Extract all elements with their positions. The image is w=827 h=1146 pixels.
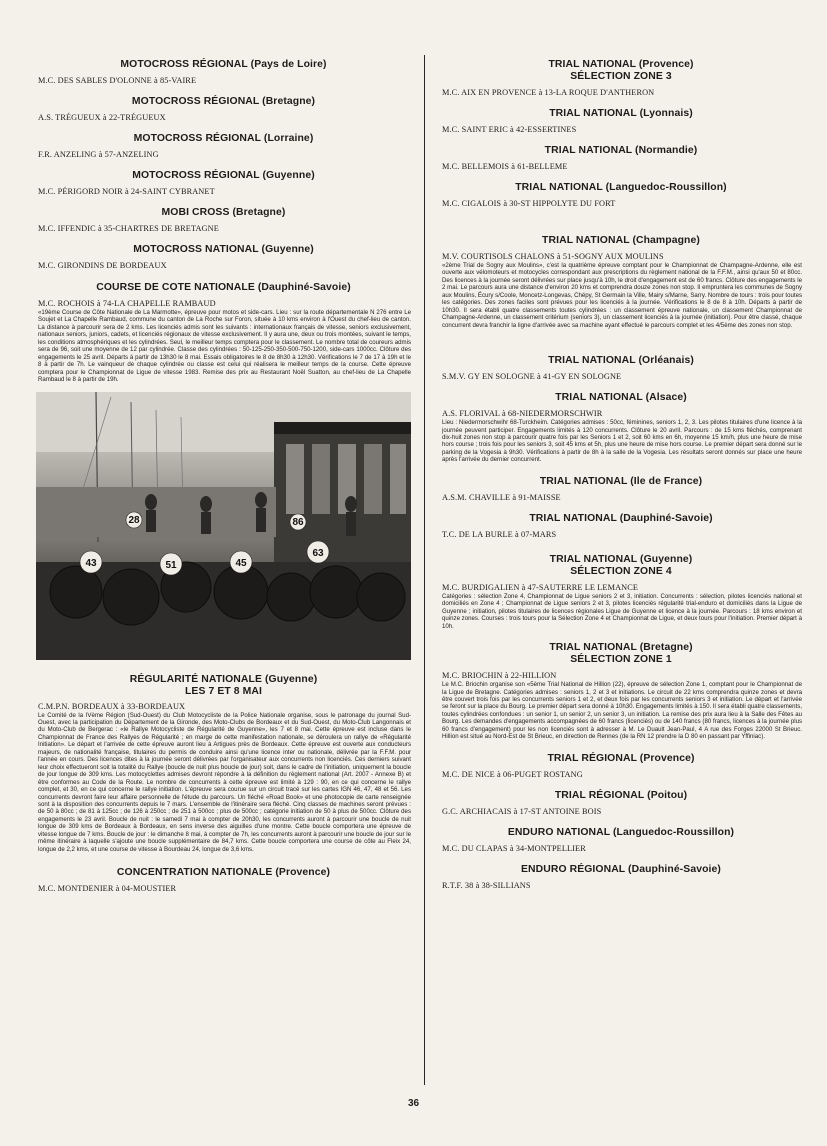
event-trial-champagne <box>440 235 802 329</box>
race-number: 43 <box>85 557 97 569</box>
event-concentration-provence <box>36 867 411 894</box>
event-subheading: SÉLECTION ZONE 1 <box>570 654 672 666</box>
event-heading: MOTOCROSS NATIONAL (Guyenne) <box>133 244 314 255</box>
event-trial-bretagne <box>440 642 802 741</box>
event-description: Le M.C. Briochin organise son «5ème Trial National de Hillion (22), épreuve de sélection Zone 1, comptant pour le Championnat de la Ligue de Bretagne. Catégories admises : seniors 1, 2 et 3 et initiations. Le circuit de 22 kms comprendra quinze zones et devra être couvert trois fois par les concurrents seniors 1 et 2, et deux fois par les concurrents seniors 3 et initiation. Le départ et l'arrivée se feront sur la place du Bourg. Le premier départ sera donné à 10h30. Engagements limités à 150. Il sera établi quatre classements, toutes cylindrées confondues : un senior 1, un senior 2, un senior 3, un initiation. La remise des prix aura lieu à la Salle des Fêtes au Bourg. Les demandes d'engagements accompagnées de 60 francs (licenciés) ou de 140 francs (80 francs, licences à la journée plus 60 francs d'engagement) pour les non licenciés sont à adresser à M. Le Duault Jean-Paul, 4 A rue des Forges 22000 St Brieuc. Hillion est situé au Nord-Est de St Brieuc, en direction de Rennes (de la RN 12 prendre la D 80 en passant par Yffiniac). <box>442 681 802 741</box>
event-club: M.V. COURTISOLS CHALONS à 51-SOGNY AUX MOULINS <box>442 252 664 261</box>
event-subheading: SÉLECTION ZONE 3 <box>570 71 672 82</box>
event-club: M.C. BURDIGALIEN à 47-SAUTERRE LE LEMANCE <box>442 582 639 592</box>
event-enduro-languedoc <box>440 827 802 854</box>
event-club: M.C. DU CLAPAS à 34-MONTPELLIER <box>442 843 586 853</box>
event-motocross-pays-de-loire <box>36 59 411 86</box>
event-subheading: SÉLECTION ZONE 4 <box>570 565 672 577</box>
race-number: 63 <box>312 547 324 559</box>
event-trial-orleanais <box>440 355 802 382</box>
event-heading: TRIAL NATIONAL (Ile de France) <box>539 475 703 487</box>
event-heading: MOBI CROSS (Bretagne) <box>161 207 286 218</box>
event-heading: MOTOCROSS RÉGIONAL (Lorraine) <box>133 133 314 144</box>
event-heading: TRIAL RÉGIONAL (Provence) <box>547 752 695 764</box>
event-heading: MOTOCROSS RÉGIONAL (Bretagne) <box>131 96 316 107</box>
motorcycle-race-photo <box>36 392 411 660</box>
event-club: M.C. AIX EN PROVENCE à 13-LA ROQUE D'ANTHERON <box>442 88 655 97</box>
event-description: Lieu : Niedermorschwihr 68-Turckheim. Catégories admises : 50cc, féminines, seniors 1, 2, 3. Les pilotes titulaires d'une licence à la journée peuvent participer. Engagements limités à 120 concurrents. Clôture le 20 avril. Parcours : de 15 kms fléchés, comprenant dix-huit zones non stop à parcourir quatre fois par les Seniors 1 et 2, soit 60 kms en 6h, moyenne 15 km/h, plus une heure de mise hors course ; trois fois pour les seniors 3, soit 45 kms et 5h, plus une heure de mise hors course. Le premier départ sera donné sur le parking de la Vogesia à 9h30. Vérifications à partir de 8h à la salle de la Vogesia. Les résultats seront donnés sur place une heure après l'arrivée du dernier concurrent. <box>442 419 802 464</box>
event-heading: MOTOCROSS RÉGIONAL (Guyenne) <box>132 170 315 181</box>
event-enduro-dauphine <box>440 864 802 891</box>
event-description: «2ème Trial de Sogny aux Moulins», c'est la quatrième épreuve comptant pour le Championnat de Champagne-Ardenne, elle est ouverte aux vélomoteurs et motocycles correspondant aux prescriptions du règlement national de la F.F.M., ainsi qu'aux 50 et 80cc. Des licences à la journée seront délivrées sur place jusqu'à 10h, le droit d'engagement est de 60 francs. Clôture des engagements le 2 mai. Le parcours aura une distance d'environ 20 kms et comprendra douze zones non stop. Il empruntera les communes de Sogny aux Moulins, Écury s/Coole, Moncetz-Longevas, Chépy, St Germain la Ville, Mairy s/Marne, Sarry. Nombre de tours : trois pour toutes les catégories. Des zones faciles sont prévues pour les licenciés à la journée. Vérifications le 8 de 8 à 10h. Départs à partir de 10h30. Il sera établi quatre classements toutes cylindrées : un classement épreuve nationale, un classement Championnat de Champagne-Ardenne, un classement critérium (seniors 3), un classement licenciés à la journée (initiation). Pour être classé, chaque concurrent devra franchir la ligne d'arrivée avec sa machine ayant effectué le parcours complet et les 4/5ème des zones non stop. <box>442 262 803 329</box>
race-number: 51 <box>165 559 177 571</box>
event-heading: TRIAL NATIONAL (Languedoc-Roussillon) <box>515 182 727 193</box>
event-heading: TRIAL NATIONAL (Dauphiné-Savoie) <box>529 512 713 524</box>
event-heading: TRIAL NATIONAL (Guyenne) <box>549 553 693 565</box>
event-description: Catégories : sélection Zone 4, Championnat de Ligue seniors 2 et 3, initiation. Concurrents : sélection, pilotes licenciés national et domiciliés en Zone 4 ; Championnat de Ligue seniors 2 et 3, pilotes licenciés régularité trial-enduro et domiciliés dans la Ligue de Guyenne ; initiation, pilotes titulaires de licences régionales Ligue de Guyenne et licence à la journée. Parcours : 18 kms environ et quinze zones. Courses : trois tours pour la Sélection Zone 4 et Championnat de Ligue, et deux tours pour l'initiation. Premier départ à 10h. <box>442 592 802 630</box>
event-club: A.S.M. CHAVILLE à 91-MAISSE <box>442 492 561 502</box>
event-club: M.C. MONTDENIER à 04-MOUSTIER <box>38 884 177 894</box>
event-club: C.M.P.N. BORDEAUX à 33-BORDEAUX <box>38 701 186 711</box>
event-motocross-national-guyenne <box>36 244 411 271</box>
event-heading: COURSE DE COTE NATIONALE (Dauphiné-Savoie) <box>96 282 351 293</box>
race-number: 45 <box>235 557 247 569</box>
event-regularite-guyenne <box>36 674 411 854</box>
event-trial-normandie <box>440 145 802 172</box>
event-heading: TRIAL NATIONAL (Normandie) <box>544 145 698 156</box>
event-heading: TRIAL NATIONAL (Lyonnais) <box>549 108 693 119</box>
event-trial-provence <box>440 59 802 98</box>
event-club: M.C. ROCHOIS à 74-LA CHAPELLE RAMBAUD <box>38 299 216 308</box>
photo-illustration <box>36 392 411 660</box>
event-club: S.M.V. GY EN SOLOGNE à 41-GY EN SOLOGNE <box>442 372 622 382</box>
event-club: M.C. GIRONDINS DE BORDEAUX <box>38 261 167 270</box>
event-heading: TRIAL NATIONAL (Provence) <box>548 59 694 70</box>
event-motocross-guyenne <box>36 170 411 197</box>
event-club: T.C. DE LA BURLE à 07-MARS <box>442 529 557 539</box>
event-trial-ile-de-france <box>440 476 802 503</box>
event-heading: TRIAL NATIONAL (Bretagne) <box>549 642 693 654</box>
event-club: F.R. ANZELING à 57-ANZELING <box>38 150 159 159</box>
left-column <box>36 52 411 894</box>
event-club: M.C. BRIOCHIN à 22-HILLION <box>442 671 557 681</box>
event-heading: RÉGULARITÉ NATIONALE (Guyenne) <box>129 673 318 685</box>
event-club: M.C. IFFENDIC à 35-CHARTRES DE BRETAGNE <box>38 224 219 233</box>
event-trial-guyenne <box>440 554 802 630</box>
event-club: M.C. DES SABLES D'OLONNE à 85-VAIRE <box>38 76 197 85</box>
event-club: R.T.F. 38 à 38-SILLIANS <box>442 880 531 890</box>
event-club: M.C. PÉRIGORD NOIR à 24-SAINT CYBRANET <box>38 187 215 196</box>
right-column <box>440 52 802 891</box>
event-trial-regional-poitou <box>440 790 802 817</box>
column-divider <box>424 55 425 1085</box>
event-trial-lyonnais <box>440 108 802 135</box>
event-heading: TRIAL NATIONAL (Orléanais) <box>548 355 694 367</box>
event-club: M.C. SAINT ERIC à 42-ESSERTINES <box>442 125 577 134</box>
page-number: 36 <box>407 1098 420 1109</box>
event-description: Le Comité de la IVème Région (Sud-Ouest) du Club Motocycliste de la Police Nationale organise, sous le patronage du journal Sud-Ouest, avec la participation du Département de la Gironde, des Moto-Clubs de Bordeaux et du Sud-Ouest, du Moto-Club Langonnais et du Moto-Club de Bergerac : «le Rallye Motocycliste de Régularité de Guyenne», les 7 et 8 mai. Cette épreuve est incluse dans le Championnat de France des Rallyes de Régularité ; en marge de cette manifestation nationale, se déroulera un rallye de «Régularité Initiation». Le départ et l'arrivée de cette épreuve auront lieu à Artigues près de Bordeaux. Cette épreuve est ouverte aux conducteurs majeurs, de nationalité française, titulaires du permis de conduire ainsi qu'une licence inter ou nationale, délivrée par la F.F.M. pour l'année en cours. Des licences dites à la journée seront délivrées par l'organisateur aux concurrents non licenciés. Ces derniers suivant leur choix effectueront soit la totalité du Rallye (boucle de nuit plus boucle de jour) soit, dans le cadre de l'initiation, uniquement la boucle de jour longue de 309 kms. Les motocyclettes admises devront répondre à la définition du règlement national (Art. 2007 - Annexe B) et être conformes au Code de la Route. Le nombre de concurrents à cette épreuve est limité à 129 : 90, en ce qui concerne le rallye complet, et 30, en ce qui concerne le rallye initiation. L'épreuve sera courue sur un circuit tracé sur les cartes IGN 46, 47, 48 et 56. Les concurrents devront faire leur affaire personnelle de l'étude du parcours. Un fléché «Road Book» et une photocopie de carte renseignée sont à la disposition des concurrents depuis le 7 mars. L'ensemble de l'itinéraire sera fléché. Cinq classes de machines seront prévues : de 50 à 80cc ; de 81 à 125cc ; de 126 à 250cc ; de 251 à 500cc ; plus de 500cc ; catégorie initiation de 50 à plus de 500cc. Clôture des engagements le 23 avril. Boucle de nuit : le samedi 7 mai à compter de 20h30, les concurrents auront à parcourir une boucle de nuit longue de 309 kms de Bordeaux à Bordeaux, en sens inverse des aiguilles d'une montre. Cette boucle comportera une épreuve de vitesse longue de 7 kms. Boucle de jour : le dimanche 8 mai, à compter de 7h, les concurrents auront à parcourir une boucle de jour sur le même itinéraire à laquelle s'ajoute une boucle supplémentaire de 84,7 kms. Cette boucle comportera une course de côte au Fleix 24, longue de 2,2 kms, et une course de vitesse à Bourdeau 24, longue de 3,6 kms. <box>38 711 411 853</box>
event-trial-regional-provence <box>440 753 802 780</box>
event-club: A.S. TRÉGUEUX à 22-TRÉGUEUX <box>38 113 166 122</box>
event-heading: TRIAL NATIONAL (Alsace) <box>555 392 687 404</box>
event-heading: TRIAL NATIONAL (Champagne) <box>542 235 700 246</box>
event-heading: ENDURO NATIONAL (Languedoc-Roussillon) <box>507 826 735 838</box>
event-motocross-lorraine <box>36 133 411 160</box>
event-club: G.C. ARCHIACAIS à 17-ST ANTOINE BOIS <box>442 806 602 816</box>
event-course-de-cote <box>36 282 411 384</box>
event-club: A.S. FLORIVAL à 68-NIEDERMORSCHWIR <box>442 409 603 419</box>
event-club: M.C. CIGALOIS à 30-ST HIPPOLYTE DU FORT <box>442 199 616 208</box>
event-mobi-cross-bretagne <box>36 207 411 234</box>
event-trial-languedoc <box>440 182 802 209</box>
event-motocross-bretagne <box>36 96 411 123</box>
race-number: 28 <box>128 514 140 526</box>
event-heading: MOTOCROSS RÉGIONAL (Pays de Loire) <box>120 59 327 70</box>
event-trial-alsace <box>440 392 802 464</box>
event-description: «19ème Course de Côte Nationale de La Marmotte», épreuve pour motos et side-cars. Lieu : sur la route départementale N 276 entre Le Soujet et La Chapelle Rambaud, commune du canton de La Roche sur Foron, située à 10 kms environ à l'Ouest du chef-lieu de canton. La distance à parcourir sera de 2 kms. Les licenciés admis sont les suivants : internationaux français de vitesse, seniors exclusivement, nationaux seniors, juniors, cadets, et licenciés régionaux de vitesse exclusivement. Il y aura une, deux ou trois montées, suivant le temps, les conditions atmosphériques et les cylindrées. Seul, le meilleur temps comptera pour le classement. Le nombre total de coureurs admis sera de 96, soit une moyenne de 12 par cylindrée. Classe des cylindrées : 50-125-250-350-500-750-1200, side-cars 1000cc. Clôture des engagements le 25 avril. Départs à partir de 13h30 le 8 mai. Essais obligatoires le 8 de 8h30 à 12h30. Vérifications le 7 de 17 à 19h et le 8 à partir de 7h. Le vainqueur de chaque cylindrée ou classe est celui qui réalisera le meilleur temps de la course. Cette épreuve comptera pour le Championnat de Ligue de vitesse 1983. Remise des prix au Restaurant Noël Suatton, au chef-lieu de La Chapelle Rambaud le 8 à partir de 19h. <box>38 309 411 384</box>
race-number: 86 <box>292 516 304 528</box>
event-club: M.C. DE NICE à 06-PUGET ROSTANG <box>442 769 583 779</box>
event-dates: LES 7 ET 8 MAI <box>184 685 263 697</box>
event-heading: CONCENTRATION NATIONALE (Provence) <box>116 867 331 879</box>
event-trial-dauphine <box>440 513 802 540</box>
event-heading: TRIAL RÉGIONAL (Poitou) <box>554 789 688 801</box>
event-club: M.C. BELLEMOIS à 61-BELLEME <box>442 162 568 171</box>
event-heading: ENDURO RÉGIONAL (Dauphiné-Savoie) <box>521 863 721 875</box>
